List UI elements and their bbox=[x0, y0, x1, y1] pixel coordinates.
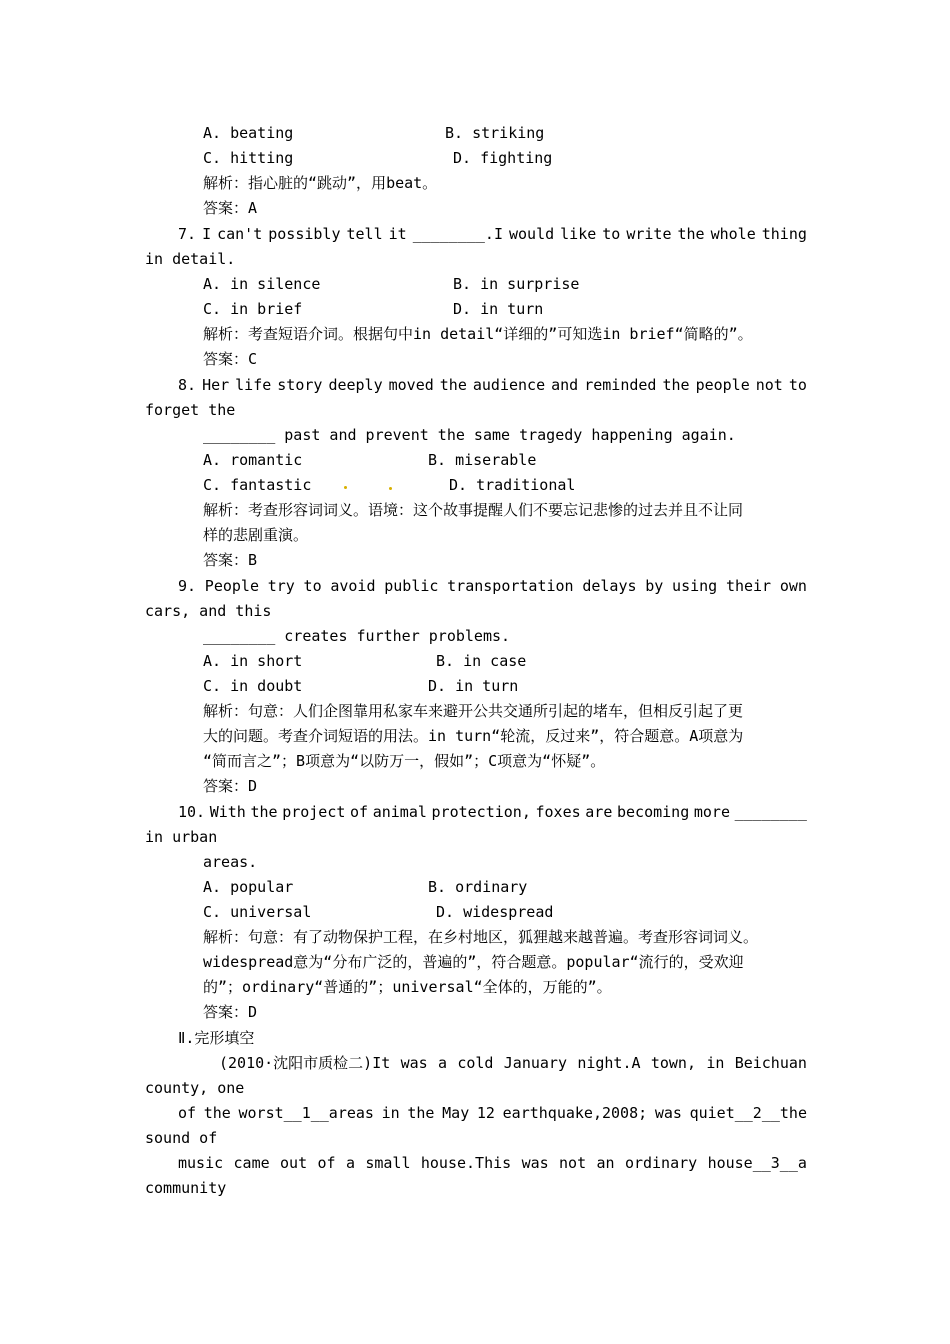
q6-answer: 答案：A bbox=[203, 199, 258, 217]
q7-stem-cont: in detail. bbox=[145, 250, 236, 268]
q8-stem-cont2: ________ past and prevent the same tragedy happening again. bbox=[203, 426, 736, 444]
q10-option-a: A. popular bbox=[203, 878, 294, 896]
q9-analysis-line2: 大的问题。考查介词短语的用法。in turn“轮流，反过来”，符合题意。A项意为 bbox=[203, 727, 744, 745]
q7-stem: 7. I can't possibly tell it ________.I would like to write the whole thing bbox=[178, 225, 807, 243]
q9-analysis-line3: “简而言之”；B项意为“以防万一，假如”；C项意为“怀疑”。 bbox=[203, 752, 606, 770]
q8-stem-cont: forget the bbox=[145, 401, 236, 419]
q10-analysis-line3: 的”；ordinary“普通的”；universal“全体的，万能的”。 bbox=[203, 978, 612, 996]
stray-mark bbox=[344, 486, 347, 489]
q8-option-d: D. traditional bbox=[449, 476, 576, 494]
q7-analysis: 解析：考查短语介词。根据句中in detail“详细的”可知选in brief“简略的”。 bbox=[203, 325, 753, 343]
q6-option-c: C. hitting bbox=[203, 149, 294, 167]
q10-stem-cont: in urban bbox=[145, 828, 218, 846]
q7-option-a: A. in silence bbox=[203, 275, 321, 293]
q9-answer: 答案：D bbox=[203, 777, 258, 795]
q10-answer: 答案：D bbox=[203, 1003, 258, 1021]
q10-option-b: B. ordinary bbox=[428, 878, 528, 896]
q8-stem: 8. Her life story deeply moved the audience and reminded the people not to bbox=[178, 376, 807, 394]
q9-option-d: D. in turn bbox=[428, 677, 519, 695]
q9-option-b: B. in case bbox=[436, 652, 527, 670]
q10-option-c: C. universal bbox=[203, 903, 312, 921]
q9-stem-cont2: ________ creates further problems. bbox=[203, 627, 511, 645]
q6-option-d: D. fighting bbox=[453, 149, 553, 167]
q8-option-c: C. fantastic bbox=[203, 476, 312, 494]
passage-line3-cont: community bbox=[145, 1179, 227, 1197]
q10-analysis-line1: 解析：句意：有了动物保护工程，在乡村地区，狐狸越来越普遍。考查形容词词义。 bbox=[203, 928, 759, 946]
stray-mark bbox=[389, 487, 392, 490]
q10-option-d: D. widespread bbox=[436, 903, 554, 921]
passage-line2: of the worst__1__areas in the May 12 earthquake,2008; was quiet__2__the bbox=[178, 1104, 807, 1122]
q9-stem: 9. People try to avoid public transportation delays by using their own bbox=[178, 577, 807, 595]
q7-answer: 答案：C bbox=[203, 350, 258, 368]
q6-option-a: A. beating bbox=[203, 124, 294, 142]
q9-option-a: A. in short bbox=[203, 652, 303, 670]
q8-answer: 答案：B bbox=[203, 551, 258, 569]
passage-line2-cont: sound of bbox=[145, 1129, 218, 1147]
q8-option-a: A. romantic bbox=[203, 451, 303, 469]
q8-analysis-line2: 样的悲剧重演。 bbox=[203, 526, 309, 544]
q9-analysis-line1: 解析：句意：人们企图靠用私家车来避开公共交通所引起的堵车，但相反引起了更 bbox=[203, 702, 744, 720]
q7-option-d: D. in turn bbox=[453, 300, 544, 318]
q10-stem-cont2: areas. bbox=[203, 853, 258, 871]
q6-option-b: B. striking bbox=[445, 124, 545, 142]
q9-option-c: C. in doubt bbox=[203, 677, 303, 695]
q8-option-b: B. miserable bbox=[428, 451, 537, 469]
passage-line1-cont: county, one bbox=[145, 1079, 245, 1097]
passage-line1: (2010·沈阳市质检二)It was a cold January night.A town, in Beichuan bbox=[219, 1054, 807, 1072]
q10-stem: 10. With the project of animal protection, foxes are becoming more ________ bbox=[178, 803, 807, 821]
passage-line3: music came out of a small house.This was not an ordinary house__3__a bbox=[178, 1154, 807, 1172]
section-heading: Ⅱ.完形填空 bbox=[178, 1029, 255, 1047]
q10-analysis-line2: widespread意为“分布广泛的，普遍的”，符合题意。popular“流行的，受欢迎 bbox=[203, 953, 744, 971]
q8-analysis-line1: 解析：考查形容词词义。语境：这个故事提醒人们不要忘记悲惨的过去并且不让同 bbox=[203, 501, 744, 519]
q7-option-b: B. in surprise bbox=[453, 275, 580, 293]
q7-option-c: C. in brief bbox=[203, 300, 303, 318]
q6-analysis: 解析：指心脏的“跳动”，用beat。 bbox=[203, 174, 438, 192]
q9-stem-cont: cars, and this bbox=[145, 602, 272, 620]
